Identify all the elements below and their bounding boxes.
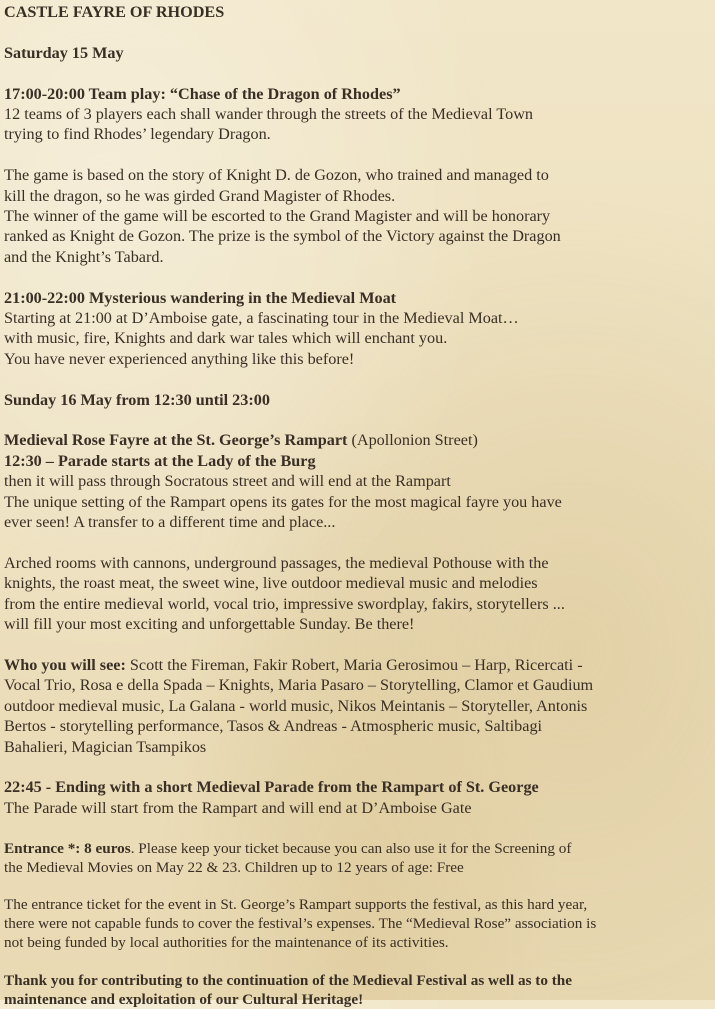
support-line: there were not capable funds to cover the festival’s expenses. The “Medieval Rose” association is xyxy=(4,915,597,933)
rose-fayre-line: ever seen! A transfer to a different time and place... xyxy=(4,513,336,532)
saturday-date: Saturday 15 May xyxy=(4,43,124,62)
story-line: kill the dragon, so he was girded Grand Magister of Rhodes. xyxy=(4,186,396,205)
who-first-line: Scott the Fireman, Fakir Robert, Maria Gerosimou – Harp, Ricercati - xyxy=(125,655,583,674)
story-line: The winner of the game will be escorted to the Grand Magister and will be honorary xyxy=(4,207,551,226)
moat-line: with music, fire, Knights and dark war tales which will enchant you. xyxy=(4,329,448,348)
rose-fayre-note: (Apollonion Street) xyxy=(347,431,478,450)
ending-line: The Parade will start from the Rampart and will end at D’Amboise Gate xyxy=(4,798,472,817)
who-line: outdoor medieval music, La Galana - world music, Nikos Meintanis – Storyteller, Antonis xyxy=(4,696,588,715)
arched-line: from the entire medieval world, vocal trio, impressive swordplay, fakirs, storytellers ... xyxy=(4,594,565,613)
parade-heading: 12:30 – Parade starts at the Lady of the Burg xyxy=(4,451,316,470)
rose-fayre-title: Medieval Rose Fayre at the St. George’s Rampart xyxy=(4,431,348,450)
team-play-line: 12 teams of 3 players each shall wander through the streets of the Medieval Town xyxy=(4,105,534,123)
sunday-date: Sunday 16 May from 12:30 until 23:00 xyxy=(4,390,270,409)
thanks-line: Thank you for contributing to the continuation of the Medieval Festival as well as to the xyxy=(4,971,572,989)
moat-line: You have never experienced anything like this before! xyxy=(4,349,355,368)
arched-line: Arched rooms with cannons, underground passages, the medieval Pothouse with the xyxy=(4,553,549,572)
arched-line: will fill your most exciting and unforgettable Sunday. Be there! xyxy=(4,615,415,634)
arched-line: knights, the roast meat, the sweet wine, live outdoor medieval music and melodies xyxy=(4,574,538,593)
who-line xyxy=(4,655,715,675)
rose-fayre-line: then it will pass through Socratous street and will end at the Rampart xyxy=(4,472,451,491)
team-play-line: trying to find Rhodes’ legendary Dragon. xyxy=(4,125,271,144)
who-line: Vocal Trio, Rosa e della Spada – Knights, Maria Pasaro – Storytelling, Clamor et Gaudium xyxy=(4,676,594,695)
team-play-heading: 17:00-20:00 Team play: “Chase of the Dragon of Rhodes” xyxy=(4,84,401,103)
rose-fayre-heading xyxy=(4,430,715,450)
rose-fayre-line: The unique setting of the Rampart opens its gates for the most magical fayre you have xyxy=(4,492,562,511)
entrance-line: the Medieval Movies on May 22 & 23. Children up to 12 years of age: Free xyxy=(4,858,464,876)
story-line: and the Knight’s Tabard. xyxy=(4,247,164,266)
who-line: Bahalieri, Magician Tsampikos xyxy=(4,737,207,756)
ending-heading: 22:45 - Ending with a short Medieval Parade from the Rampart of St. George xyxy=(4,778,539,797)
support-line: The entrance ticket for the event in St. George’s Rampart supports the festival, as this hard year, xyxy=(4,895,588,913)
story-line: The game is based on the story of Knight D. de Gozon, who trained and managed to xyxy=(4,166,549,185)
who-line: Bertos - storytelling performance, Tasos & Andreas - Atmospheric music, Saltibagi xyxy=(4,717,543,736)
entrance-rest: . Please keep your ticket because you can also use it for the Screening of xyxy=(130,839,572,857)
story-line: ranked as Knight de Gozon. The prize is the symbol of the Victory against the Dragon xyxy=(4,227,561,246)
moat-heading: 21:00-22:00 Mysterious wandering in the Medieval Moat xyxy=(4,288,397,307)
entrance-block xyxy=(4,839,715,1009)
entrance-line xyxy=(4,839,715,858)
entrance-label: Entrance *: 8 euros xyxy=(4,839,131,857)
support-line: not being funded by local authorities for the maintenance of its activities. xyxy=(4,934,449,952)
moat-line: Starting at 21:00 at D’Amboise gate, a fascinating tour in the Medieval Moat… xyxy=(4,309,519,328)
thanks-line: maintenance and exploitation of our Cultural Heritage! xyxy=(4,990,364,1008)
who-label: Who you will see: xyxy=(4,655,126,674)
page-title: CASTLE FAYRE OF RHODES xyxy=(4,3,225,21)
